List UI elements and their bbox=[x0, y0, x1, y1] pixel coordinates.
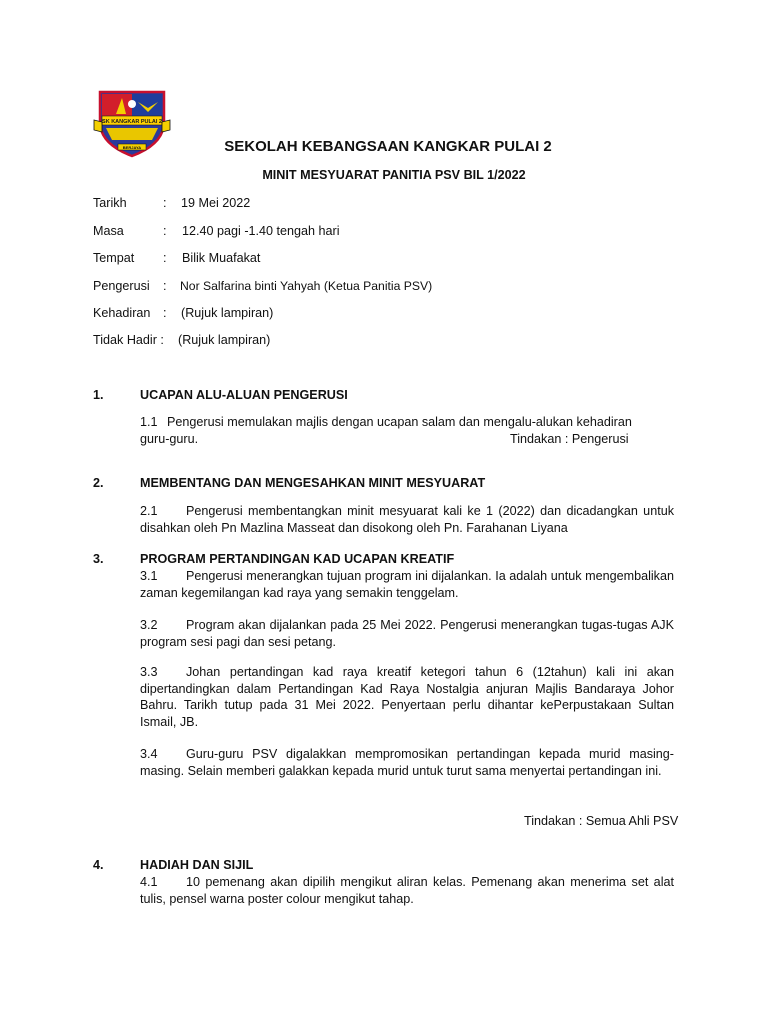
item-paragraph bbox=[140, 568, 674, 601]
item-paragraph bbox=[140, 874, 674, 907]
section-number: 4. bbox=[93, 858, 104, 872]
info-label-tidak-hadir: Tidak Hadir : bbox=[93, 333, 164, 347]
info-label-pengerusi: Pengerusi bbox=[93, 279, 150, 293]
item-paragraph bbox=[140, 617, 674, 650]
section-heading: PROGRAM PERTANDINGAN KAD UCAPAN KREATIF bbox=[140, 552, 455, 566]
info-colon: : bbox=[163, 196, 167, 210]
minutes-title: MINIT MESYUARAT PANITIA PSV BIL 1/2022 bbox=[262, 168, 526, 182]
section-number: 1. bbox=[93, 388, 104, 402]
item-paragraph bbox=[140, 664, 674, 730]
item-text: Johan pertandingan kad raya kreatif ketegori tahun 6 (12tahun) kali ini akan dipertandingkan dalam Pertandingan Kad Raya Nostalgia anjuran Majlis Bandaraya Johor Bahru. Tarikh tutup pada 31 Mei 2022. Penyertaan perlu dihantar kePerpustakaan Sultan Ismail, JB. bbox=[140, 665, 674, 729]
info-value-pengerusi: Nor Salfarina binti Yahyah (Ketua Panitia PSV) bbox=[180, 279, 433, 293]
info-colon: : bbox=[163, 306, 167, 320]
action-label: Tindakan : Pengerusi bbox=[510, 432, 629, 446]
info-label-kehadiran: Kehadiran bbox=[93, 306, 151, 320]
info-colon: : bbox=[163, 251, 167, 265]
section-heading: HADIAH DAN SIJIL bbox=[140, 858, 254, 872]
item-paragraph bbox=[140, 503, 674, 536]
logo-text-top: SK KANGKAR PULAI 2 bbox=[102, 119, 162, 125]
item-text: Program akan dijalankan pada 25 Mei 2022. Pengerusi menerangkan tugas-tugas AJK program sesi pagi dan sesi petang. bbox=[140, 618, 674, 649]
item-number: 3.3 bbox=[140, 665, 158, 679]
item-number: 3.1 bbox=[140, 569, 158, 583]
item-text: Pengerusi memulakan majlis dengan ucapan salam dan mengalu-alukan kehadiran bbox=[167, 415, 632, 429]
action-label: Tindakan : Semua Ahli PSV bbox=[524, 814, 679, 828]
info-label-tempat: Tempat bbox=[93, 251, 135, 265]
info-value-tempat: Bilik Muafakat bbox=[182, 251, 261, 265]
item-number: 4.1 bbox=[140, 875, 158, 889]
item-text-continued: guru-guru. bbox=[140, 432, 199, 446]
info-label-masa: Masa bbox=[93, 224, 124, 238]
school-name: SEKOLAH KEBANGSAAN KANGKAR PULAI 2 bbox=[224, 138, 552, 155]
info-colon: : bbox=[163, 224, 167, 238]
info-label-tarikh: Tarikh bbox=[93, 196, 127, 210]
info-value-tarikh: 19 Mei 2022 bbox=[181, 196, 251, 210]
logo-text-bottom: BERJAYA bbox=[122, 145, 142, 150]
item-text: Pengerusi membentangkan minit mesyuarat kali ke 1 (2022) dan dicadangkan untuk disahkan oleh Pn Mazlina Masseat dan disokong oleh Pn. Farahanan Liyana bbox=[140, 504, 674, 535]
item-text: 10 pemenang akan dipilih mengikut aliran kelas. Pemenang akan menerima set alat tulis, pensel warna poster colour mengikut tahap. bbox=[140, 875, 674, 906]
item-number: 1.1 bbox=[140, 415, 158, 429]
section-heading: MEMBENTANG DAN MENGESAHKAN MINIT MESYUARAT bbox=[140, 476, 486, 490]
item-number: 3.2 bbox=[140, 618, 158, 632]
section-number: 3. bbox=[93, 552, 104, 566]
item-text: Pengerusi menerangkan tujuan program ini dijalankan. Ia adalah untuk mengembalikan zaman kegemilangan kad raya yang semakin tenggelam. bbox=[140, 569, 674, 600]
section-heading: UCAPAN ALU-ALUAN PENGERUSI bbox=[140, 388, 348, 402]
item-number: 3.4 bbox=[140, 747, 158, 761]
item-paragraph bbox=[140, 746, 674, 779]
info-value-masa: 12.40 pagi -1.40 tengah hari bbox=[182, 224, 340, 238]
item-text: Guru-guru PSV digalakkan mempromosikan pertandingan kepada murid masing-masing. Selain memberi galakkan kepada murid untuk turut sama menyertai pertandingan ini. bbox=[140, 747, 674, 778]
item-number: 2.1 bbox=[140, 504, 158, 518]
section-number: 2. bbox=[93, 476, 104, 490]
info-value-tidak-hadir: (Rujuk lampiran) bbox=[178, 333, 271, 347]
info-colon: : bbox=[163, 279, 167, 293]
info-value-kehadiran: (Rujuk lampiran) bbox=[181, 306, 274, 320]
